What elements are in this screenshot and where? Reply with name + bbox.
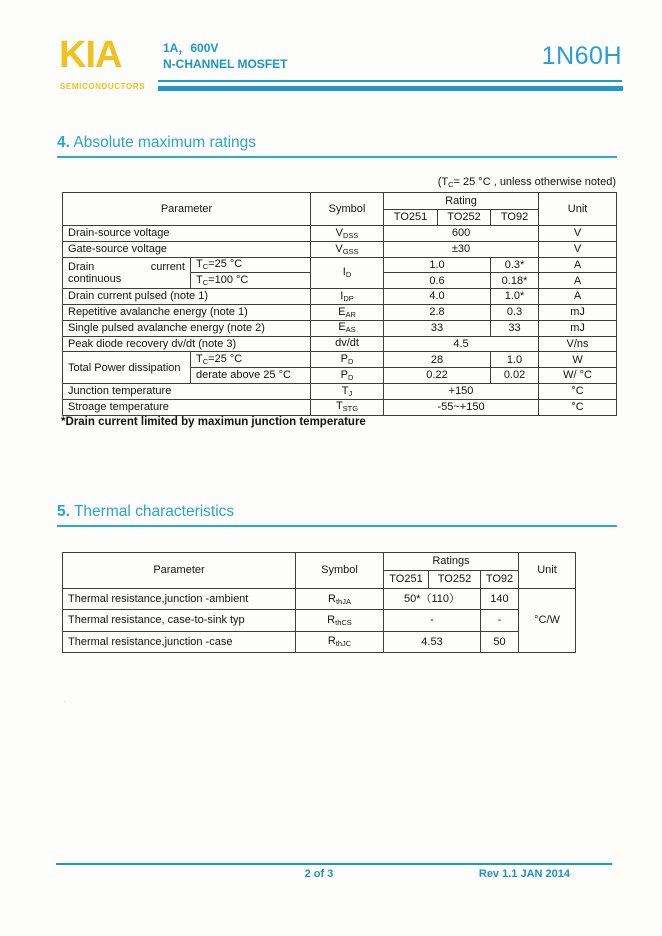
param-cell: Single pulsed avalanche energy (note 2): [63, 320, 311, 336]
rating-cell: +150: [384, 383, 539, 399]
pkg-to92-header: TO92: [491, 209, 539, 226]
symbol-cell: EAS: [311, 320, 384, 336]
symbol-cell: ID: [311, 257, 384, 289]
rating-cell: 0.3*: [491, 257, 539, 273]
section-4-title: [57, 134, 617, 158]
symbol-cell: TJ: [311, 383, 384, 399]
rating-cell: -: [481, 610, 519, 631]
param-cell: Drain-source voltage: [63, 226, 311, 242]
rating-cell: 0.3: [491, 304, 539, 320]
header-rule-thick: [158, 86, 623, 91]
rating-cell: -55~+150: [384, 399, 539, 415]
unit-cell: mJ: [539, 304, 617, 320]
unit-cell: W: [539, 352, 617, 368]
section-4-label: Absolute maximum ratings: [69, 134, 257, 151]
table-row: [63, 320, 617, 336]
param-cell: Drain current continuous: [63, 257, 191, 289]
param-cell: Repetitive avalanche energy (note 1): [63, 304, 311, 320]
param-cell: Gate-source voltage: [63, 241, 311, 257]
pkg-to252-header: TO252: [429, 571, 481, 589]
rating-cell: 50*（110）: [384, 589, 481, 610]
table-row: [63, 336, 617, 352]
kia-logo-subtext: SEMICONDUCTORS: [60, 82, 146, 91]
device-type-line: N-CHANNEL MOSFET: [163, 57, 288, 71]
part-number: 1N60H: [541, 42, 622, 70]
rating-cell: 4.53: [384, 631, 481, 652]
param-cell: Peak diode recovery dv/dt (note 3): [63, 336, 311, 352]
footer-rule: [56, 863, 612, 865]
unit-cell: mJ: [539, 320, 617, 336]
rating-cell: 1.0*: [491, 289, 539, 305]
condition-cell: derate above 25 °C: [191, 368, 311, 384]
symbol-cell: PD: [311, 352, 384, 368]
rating-header: Rating: [384, 193, 539, 210]
device-rating-line: 1A，600V: [163, 41, 219, 55]
table-header-row: [63, 193, 617, 210]
unit-cell: W/ °C: [539, 368, 617, 384]
param-cell: Thermal resistance,junction -case: [63, 631, 296, 652]
param-cell: Thermal resistance,junction -ambient: [63, 589, 296, 610]
table-row: [63, 352, 617, 368]
table-row: [63, 631, 576, 652]
parameter-header: Parameter: [63, 553, 296, 589]
rating-cell: 140: [481, 589, 519, 610]
rating-cell: 1.0: [491, 352, 539, 368]
rating-cell: 50: [481, 631, 519, 652]
table-row: [63, 289, 617, 305]
unit-cell: V: [539, 226, 617, 242]
table-row: [63, 399, 617, 415]
symbol-cell: EAR: [311, 304, 384, 320]
table-row: [63, 226, 617, 242]
page-number: 2 of 3: [304, 868, 334, 880]
table-row: [63, 241, 617, 257]
param-cell: Total Power dissipation: [63, 352, 191, 384]
symbol-cell: RthJC: [296, 631, 384, 652]
rating-cell: 600: [384, 226, 539, 242]
unit-cell: A: [539, 257, 617, 273]
rating-cell: 33: [384, 320, 491, 336]
param-cell: Thermal resistance, case-to-sink typ: [63, 610, 296, 631]
device-summary: [163, 40, 287, 72]
absolute-maximum-ratings-table: [62, 192, 617, 416]
section-5-title: [57, 503, 617, 527]
rating-cell: 0.22: [384, 368, 491, 384]
parameter-header: Parameter: [63, 193, 311, 226]
rating-cell: 0.02: [491, 368, 539, 384]
unit-cell: V/ns: [539, 336, 617, 352]
symbol-cell: TSTG: [311, 399, 384, 415]
rating-cell: 28: [384, 352, 491, 368]
rating-cell: 2.8: [384, 304, 491, 320]
table-header-row: [63, 553, 576, 571]
symbol-cell: VGSS: [311, 241, 384, 257]
section-4-number: 4.: [57, 134, 70, 151]
symbol-cell: IDP: [311, 289, 384, 305]
symbol-cell: dv/dt: [311, 336, 384, 352]
param-cell: Junction temperature: [63, 383, 311, 399]
symbol-cell: PD: [311, 368, 384, 384]
unit-cell: °C/W: [519, 589, 576, 653]
section-5-number: 5.: [57, 503, 70, 520]
param-cell: Drain current pulsed (note 1): [63, 289, 311, 305]
unit-cell: °C: [539, 399, 617, 415]
rating-cell: ±30: [384, 241, 539, 257]
table-row: [63, 383, 617, 399]
rating-cell: -: [384, 610, 481, 631]
header-rule-thin: [158, 80, 622, 82]
unit-cell: A: [539, 289, 617, 305]
scan-artifact-dot: .: [63, 694, 66, 705]
table-row: [63, 257, 617, 273]
rating-cell: 1.0: [384, 257, 491, 273]
drain-current-footnote: *Drain current limited by maximun junction temperature: [61, 416, 366, 428]
pkg-to92-header: TO92: [481, 571, 519, 589]
pkg-to252-header: TO252: [438, 209, 491, 226]
unit-cell: A: [539, 273, 617, 289]
rating-cell: 0.18*: [491, 273, 539, 289]
rating-cell: 33: [491, 320, 539, 336]
unit-header: Unit: [539, 193, 617, 226]
table-row: [63, 589, 576, 610]
symbol-cell: RthCS: [296, 610, 384, 631]
unit-cell: °C: [539, 383, 617, 399]
rating-cell: 0.6: [384, 273, 491, 289]
symbol-header: Symbol: [296, 553, 384, 589]
condition-cell: TC=100 °C: [191, 273, 311, 289]
ratings-header: Ratings: [384, 553, 519, 571]
unit-header: Unit: [519, 553, 576, 589]
unit-cell: V: [539, 241, 617, 257]
condition-cell: TC=25 °C: [191, 352, 311, 368]
pkg-to251-header: TO251: [384, 571, 429, 589]
pkg-to251-header: TO251: [384, 209, 438, 226]
table-row: [63, 610, 576, 631]
condition-note: (TC= 25 °C , unless otherwise noted): [437, 176, 616, 189]
condition-cell: TC=25 °C: [191, 257, 311, 273]
kia-logo: KIA: [59, 34, 122, 76]
revision-label: Rev 1.1 JAN 2014: [478, 868, 570, 880]
rating-cell: 4.5: [384, 336, 539, 352]
symbol-cell: VDSS: [311, 226, 384, 242]
symbol-cell: RthJA: [296, 589, 384, 610]
symbol-header: Symbol: [311, 193, 384, 226]
param-cell: Stroage temperature: [63, 399, 311, 415]
thermal-characteristics-table: [62, 552, 576, 653]
rating-cell: 4.0: [384, 289, 491, 305]
section-5-label: Thermal characteristics: [69, 503, 235, 520]
table-row: [63, 304, 617, 320]
